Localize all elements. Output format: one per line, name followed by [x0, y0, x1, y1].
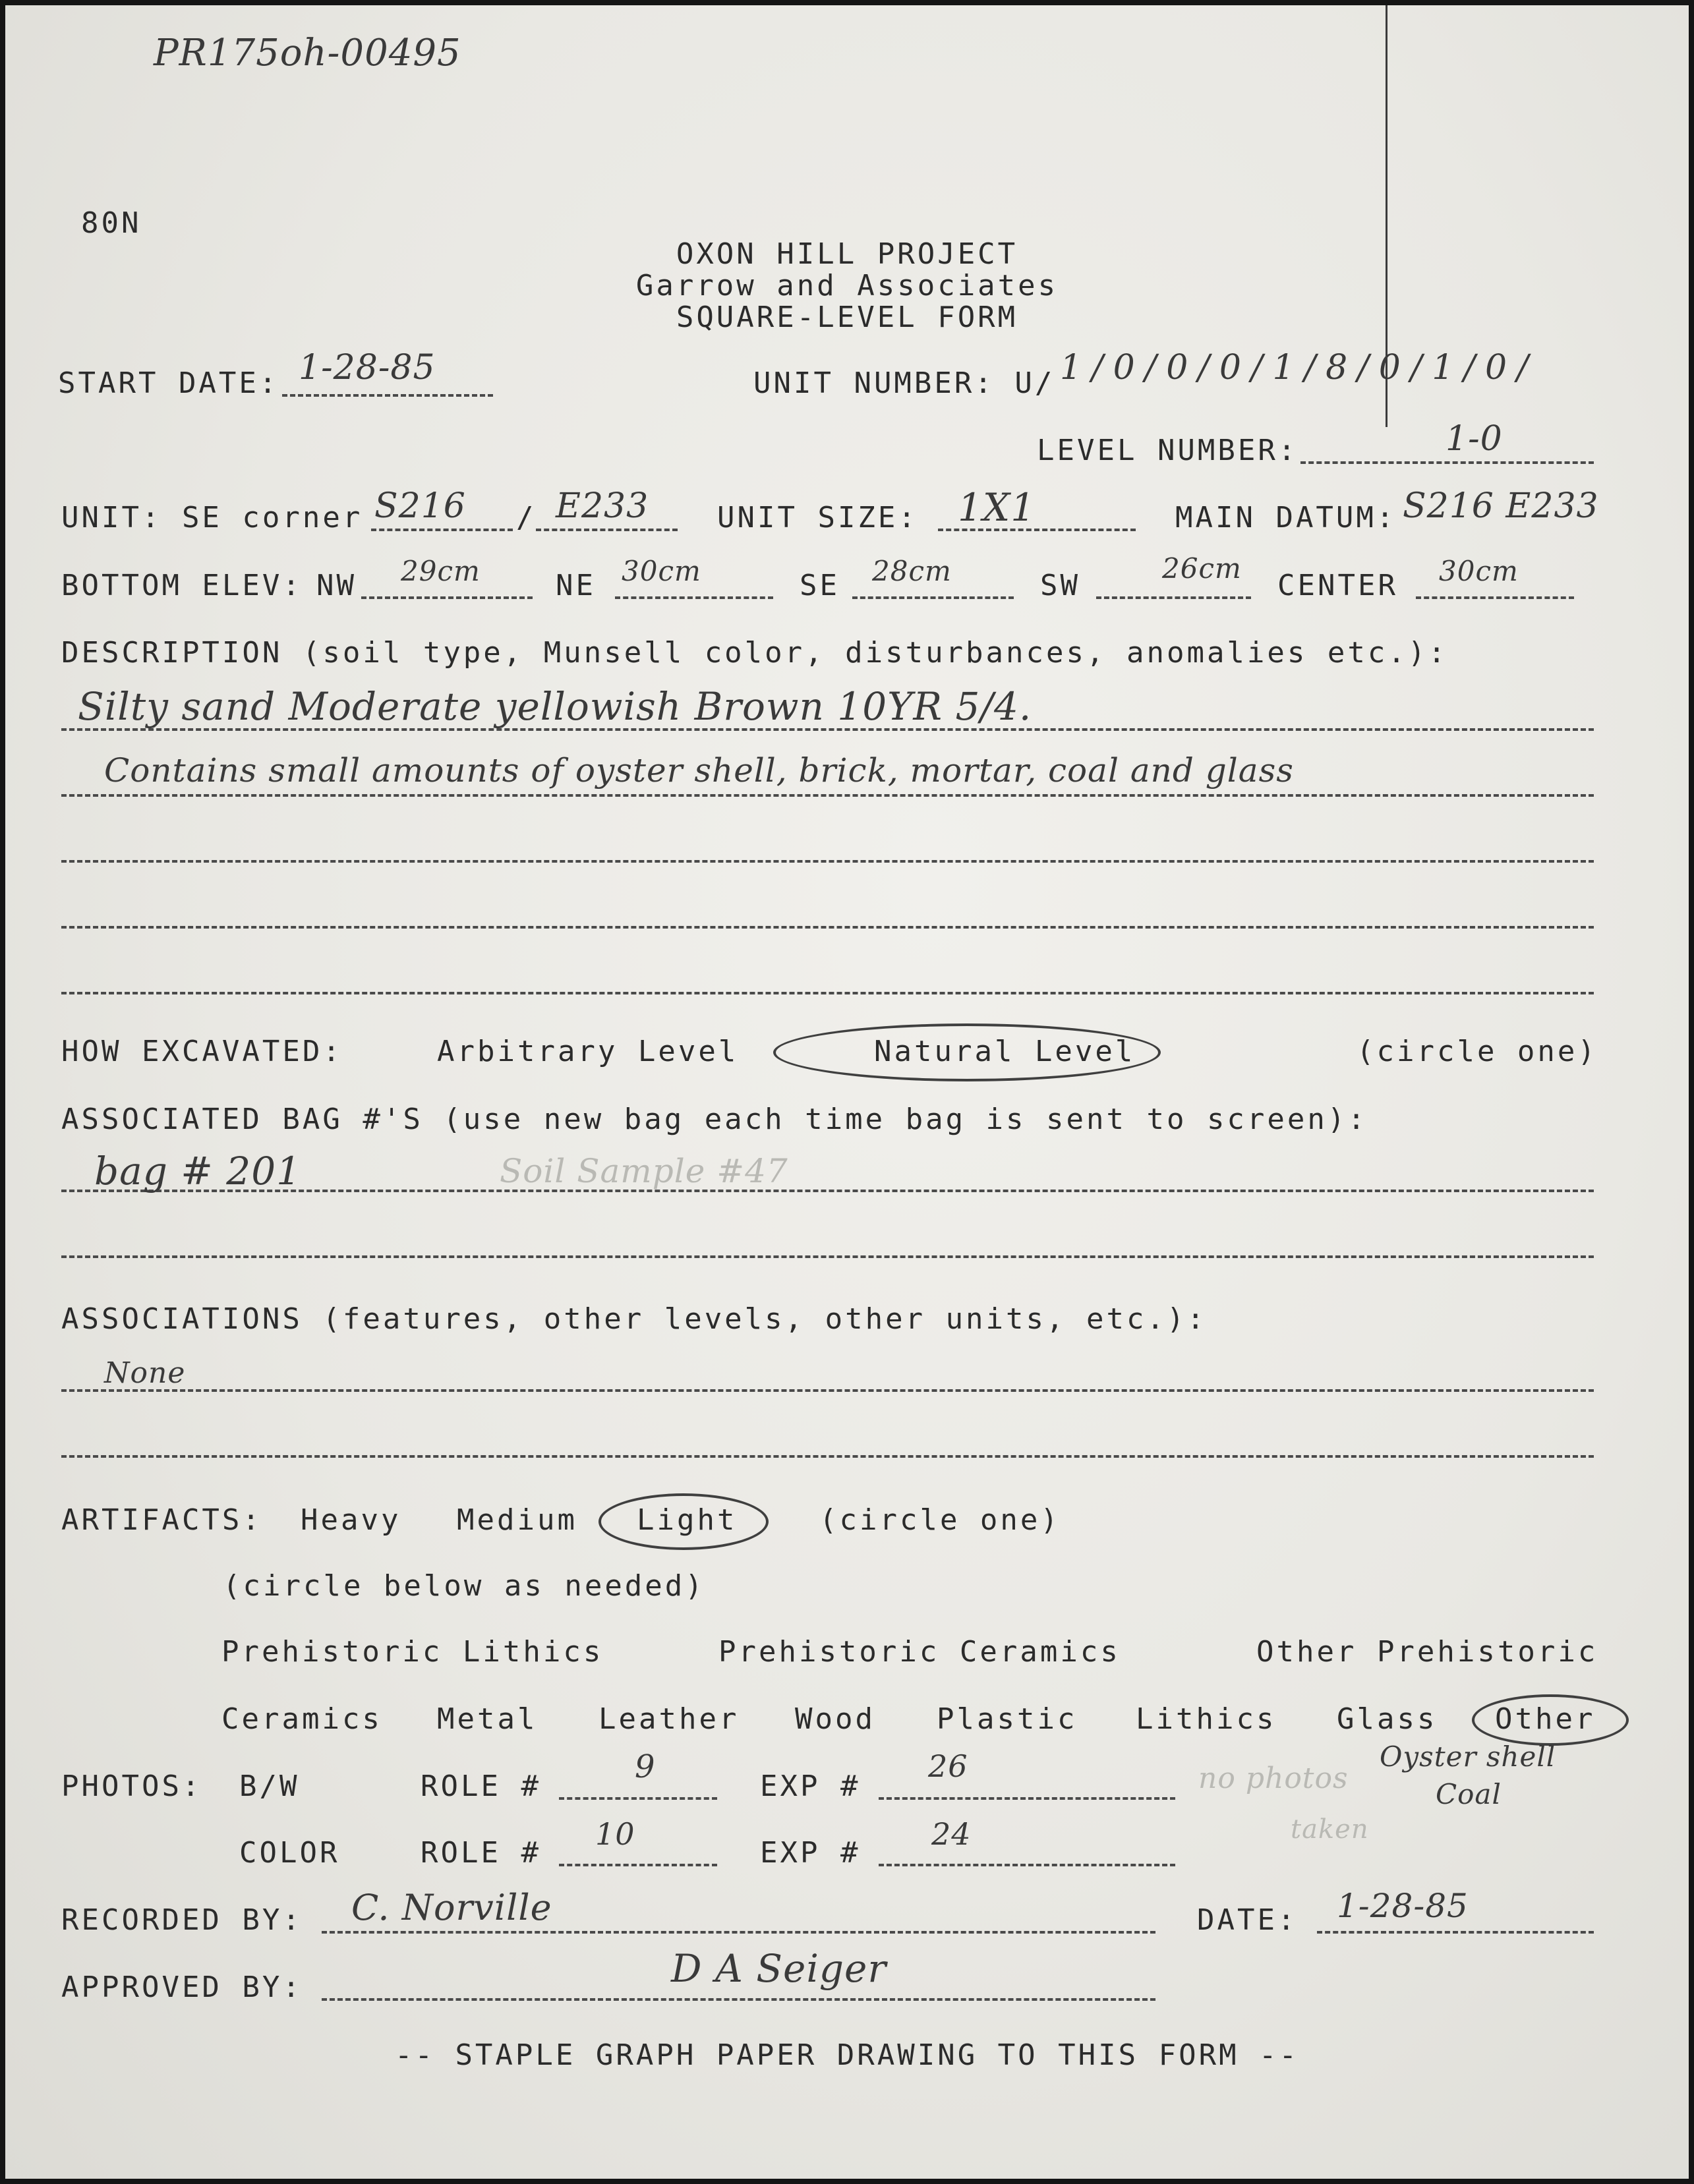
elev-ne-label: NE	[556, 569, 596, 602]
unit-number-label: UNIT NUMBER: U/	[753, 366, 1055, 400]
artifacts-light: Light	[637, 1503, 738, 1537]
historic-lithics: Lithics	[1136, 1702, 1277, 1736]
level-number-value: 1-0	[1446, 419, 1503, 459]
how-excavated-note: (circle one)	[1357, 1035, 1598, 1068]
bags-faint-entry: Soil Sample #47	[500, 1152, 788, 1190]
elev-sw-value: 26cm	[1162, 552, 1242, 585]
prehistoric-ceramics: Prehistoric Ceramics	[718, 1635, 1121, 1669]
elev-center-line	[1416, 596, 1574, 599]
photos-color-exp: 24	[931, 1816, 972, 1852]
header-project: OXON HILL PROJECT	[676, 237, 1018, 271]
historic-leather: Leather	[599, 1702, 740, 1736]
recorded-by-line	[322, 1931, 1155, 1934]
recorded-date-line	[1317, 1931, 1594, 1934]
unit-digit: 1	[1432, 348, 1455, 388]
unit-size-value: 1X1	[958, 485, 1036, 530]
bags-line-2	[61, 1255, 1594, 1258]
other-note-oyster: Oyster shell	[1380, 1740, 1556, 1773]
associations-entry: None	[104, 1356, 186, 1390]
corner-mark: 80N	[81, 206, 142, 240]
elev-nw-value: 29cm	[401, 555, 481, 587]
approved-by-label: APPROVED BY:	[61, 1970, 303, 2004]
description-label: DESCRIPTION (soil type, Munsell color, disturbances, anomalies etc.):	[61, 636, 1448, 670]
associations-line-1	[61, 1389, 1594, 1392]
footer-instruction: -- STAPLE GRAPH PAPER DRAWING TO THIS FORM --	[394, 2038, 1300, 2072]
recorded-date-value: 1-28-85	[1337, 1887, 1469, 1925]
unit-digit: 1	[1272, 348, 1295, 388]
historic-metal: Metal	[437, 1702, 538, 1736]
other-prehistoric: Other Prehistoric	[1256, 1635, 1598, 1669]
elev-se-label: SE	[800, 569, 840, 602]
header-form-title: SQUARE-LEVEL FORM	[676, 301, 1018, 334]
description-text-2: Contains small amounts of oyster shell, brick, mortar, coal and glass	[104, 751, 1294, 790]
historic-wood: Wood	[795, 1702, 875, 1736]
level-number-line	[1300, 461, 1594, 464]
photos-bw-role-line	[559, 1797, 717, 1800]
elev-sw-line	[1096, 596, 1251, 599]
photos-bw-exp-line	[879, 1797, 1175, 1800]
start-date-line	[282, 394, 493, 397]
bags-entry: bag # 201	[94, 1149, 302, 1193]
artifacts-label: ARTIFACTS:	[61, 1503, 262, 1537]
recorded-by-value: C. Norville	[351, 1887, 552, 1928]
historic-other: Other	[1495, 1702, 1596, 1736]
photos-label: PHOTOS:	[61, 1769, 202, 1803]
recorded-date-label: DATE:	[1197, 1903, 1298, 1937]
approved-by-line	[322, 1998, 1155, 2001]
main-datum-value: S216 E233	[1403, 486, 1599, 526]
photos-faint-note-2: taken	[1291, 1814, 1369, 1845]
how-excavated-label: HOW EXCAVATED:	[61, 1035, 343, 1068]
header-company: Garrow and Associates	[635, 269, 1059, 302]
main-datum-label: MAIN DATUM:	[1175, 501, 1397, 534]
bags-label: ASSOCIATED BAG #'S (use new bag each time bag is sent to screen):	[61, 1103, 1368, 1136]
unit-slash: /	[516, 501, 537, 534]
description-line-3	[61, 860, 1594, 863]
elev-se-line	[852, 596, 1014, 599]
unit-digit: 1	[1060, 348, 1083, 388]
artifacts-note: (circle one)	[819, 1503, 1061, 1537]
arbitrary-level-option: Arbitrary Level	[437, 1035, 739, 1068]
level-number-label: LEVEL NUMBER:	[1037, 434, 1299, 467]
start-date-value: 1-28-85	[299, 348, 436, 388]
artifacts-medium: Medium	[457, 1503, 577, 1537]
elev-sw-label: SW	[1040, 569, 1080, 602]
unit-label: UNIT: SE corner	[61, 501, 363, 534]
bottom-elev-label: BOTTOM ELEV:	[61, 569, 303, 602]
description-line-2	[61, 794, 1594, 797]
elev-center-label: CENTER	[1277, 569, 1398, 602]
photos-color-exp-line	[879, 1864, 1175, 1866]
description-line-5	[61, 992, 1594, 994]
elev-ne-value: 30cm	[622, 555, 701, 587]
unit-digit: 0	[1485, 348, 1508, 388]
description-text-1: Silty sand Moderate yellowish Brown 10YR 5/4.	[78, 684, 1032, 729]
form-page	[5, 5, 1689, 2179]
photos-color-role-label: ROLE #	[421, 1836, 541, 1870]
unit-south: S216	[374, 486, 466, 526]
photos-bw-role: 9	[635, 1748, 656, 1785]
elev-nw-line	[361, 596, 533, 599]
elev-se-value: 28cm	[872, 555, 952, 587]
photos-bw-role-label: ROLE #	[421, 1769, 541, 1803]
recorded-by-label: RECORDED BY:	[61, 1903, 303, 1937]
elev-center-value: 30cm	[1439, 555, 1519, 587]
photos-color-label: COLOR	[239, 1836, 340, 1870]
unit-digit: 0	[1378, 348, 1401, 388]
photos-color-role-line	[559, 1864, 717, 1866]
artifacts-heavy: Heavy	[301, 1503, 401, 1537]
unit-size-label: UNIT SIZE:	[717, 501, 918, 534]
photos-bw-exp: 26	[928, 1748, 968, 1784]
prehistoric-lithics: Prehistoric Lithics	[221, 1635, 604, 1669]
unit-digit: 8	[1326, 348, 1349, 388]
photos-faint-note-1: no photos	[1198, 1762, 1349, 1795]
natural-level-option: Natural Level	[874, 1035, 1136, 1068]
historic-ceramics: Ceramics	[221, 1702, 382, 1736]
unit-digit: 0	[1113, 348, 1136, 388]
approved-by-signature: D A Seiger	[671, 1946, 887, 1991]
historic-glass: Glass	[1337, 1702, 1438, 1736]
elev-nw-label: NW	[316, 569, 357, 602]
description-line-4	[61, 926, 1594, 929]
historic-plastic: Plastic	[937, 1702, 1078, 1736]
associations-line-2	[61, 1455, 1594, 1458]
document-id: PR175oh-00495	[154, 32, 461, 74]
photos-bw-label: B/W	[239, 1769, 300, 1803]
start-date-label: START DATE:	[58, 366, 279, 400]
unit-south-line	[371, 529, 513, 531]
photos-color-role: 10	[595, 1816, 635, 1852]
unit-digit: 0	[1166, 348, 1189, 388]
photos-color-exp-label: EXP #	[760, 1836, 861, 1870]
unit-digit: 0	[1219, 348, 1242, 388]
artifacts-sub-note: (circle below as needed)	[223, 1569, 705, 1603]
unit-east-line	[536, 529, 678, 531]
other-note-coal: Coal	[1436, 1778, 1502, 1810]
associations-label: ASSOCIATIONS (features, other levels, other units, etc.):	[61, 1302, 1207, 1336]
elev-ne-line	[615, 596, 773, 599]
unit-east: E233	[556, 486, 649, 526]
photos-bw-exp-label: EXP #	[760, 1769, 861, 1803]
unit-number-digits: 1 / 0 / 0 / 0 / 1 / 8 / 0 / 1 / 0 /	[1060, 348, 1529, 388]
